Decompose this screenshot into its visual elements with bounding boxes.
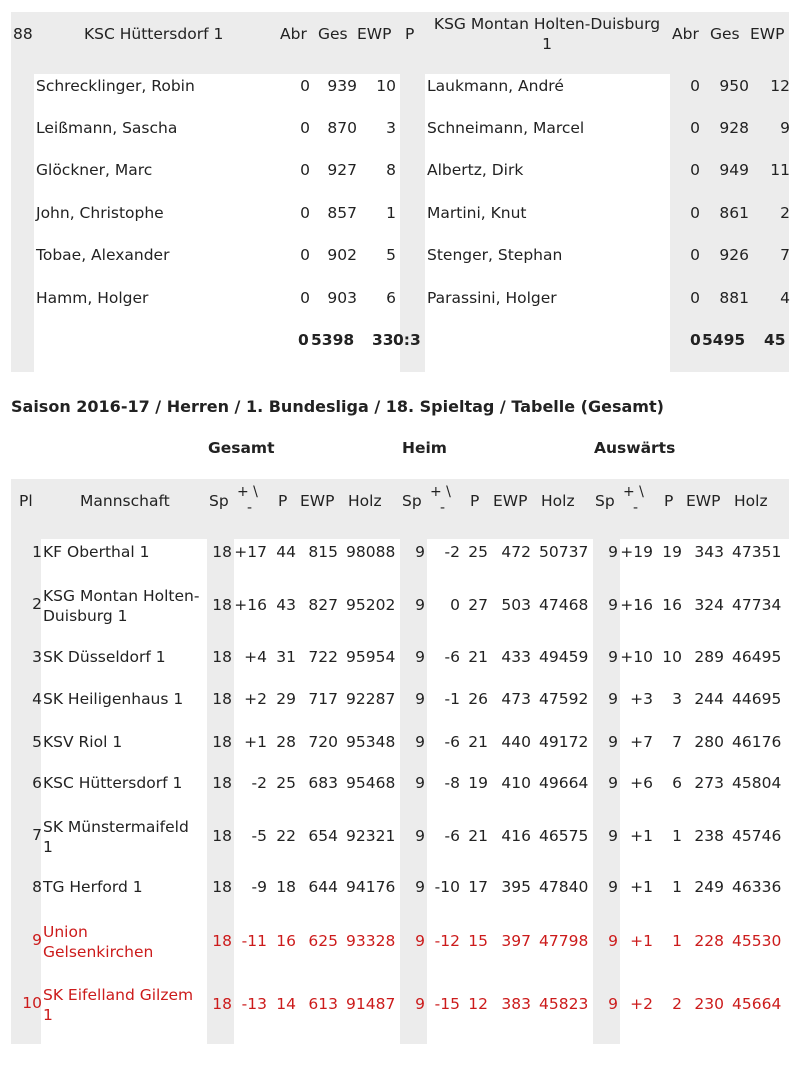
standings-plusminus-gesamt: -2 [251,774,267,792]
match-home-p-col [400,74,425,372]
standings-holz-auswaerts: 46495 [732,648,782,666]
standings-ewp-heim: 440 [501,733,531,751]
away-player-ewp: 7 [780,246,790,264]
standings-ewp-auswaerts: 249 [694,878,724,896]
standings-holz-auswaerts: 45746 [732,827,782,845]
away-player-name: Stenger, Stephan [427,246,563,264]
standings-holz-auswaerts: 47734 [732,596,782,614]
standings-sp-heim: 9 [415,995,425,1013]
away-total-ges: 5495 [702,331,746,349]
header-p-heim: P [470,492,480,510]
home-player-name: Leißmann, Sascha [36,119,178,137]
standings-plusminus-heim: -10 [434,878,460,896]
away-player-ges: 949 [719,161,749,179]
away-player-abr: 0 [690,204,700,222]
standings-plusminus-gesamt: +2 [244,690,267,708]
away-player-abr: 0 [690,161,700,179]
standings-holz-gesamt: 95954 [346,648,396,666]
standings-plusminus-gesamt: +1 [244,733,267,751]
standings-p-auswaerts: 7 [672,733,682,751]
standings-holz-heim: 47798 [539,932,589,950]
header-holz-heim: Holz [541,492,575,510]
standings-team: SK Eifelland Gilzem 1 [43,986,194,1024]
match-number: 88 [13,25,33,43]
away-total-ewp: 45 [764,331,786,349]
standings-plusminus-heim: 0 [450,596,460,614]
standings-holz-heim: 49664 [539,774,589,792]
standings-p-heim: 21 [468,827,488,845]
standings-pl: 7 [32,826,42,844]
away-player-ges: 881 [719,289,749,307]
standings-ewp-auswaerts: 289 [694,648,724,666]
header-p: P [405,25,415,43]
home-total-abr: 0 [298,331,309,349]
standings-p-heim: 27 [468,596,488,614]
standings-plusminus-heim: -6 [444,827,460,845]
standings-team: KSC Hüttersdorf 1 [43,774,183,792]
home-player-name: Schrecklinger, Robin [36,77,195,95]
group-header-gesamt: Gesamt [208,439,275,457]
standings-holz-heim: 47840 [539,878,589,896]
header-plusminus-auswaerts: - [633,500,639,516]
standings-p-auswaerts: 19 [662,543,682,561]
standings-ewp-gesamt: 717 [308,690,338,708]
standings-ewp-gesamt: 722 [308,648,338,666]
standings-ewp-heim: 473 [501,690,531,708]
header-sp-gesamt: Sp [209,492,229,510]
standings-ewp-heim: 395 [501,878,531,896]
standings-sp-auswaerts: 9 [608,827,618,845]
standings-holz-auswaerts: 46336 [732,878,782,896]
standings-p-heim: 12 [468,995,488,1013]
standings-ewp-heim: 433 [501,648,531,666]
away-player-ges: 928 [719,119,749,137]
header-ges: Ges [710,25,740,43]
home-player-ges: 903 [327,289,357,307]
standings-p-heim: 25 [468,543,488,561]
home-player-name: Glöckner, Marc [36,161,153,179]
header-p-gesamt: P [278,492,288,510]
standings-sp-gesamt: 18 [212,827,232,845]
standings-sp-gesamt: 18 [212,878,232,896]
standings-p-gesamt: 44 [276,543,296,561]
standings-p-gesamt: 14 [276,995,296,1013]
standings-holz-heim: 45823 [539,995,589,1013]
standings-sp-gesamt: 18 [212,932,232,950]
standings-ewp-gesamt: 644 [308,878,338,896]
away-player-abr: 0 [690,77,700,95]
standings-plusminus-gesamt: +17 [234,543,267,561]
home-player-name: Hamm, Holger [36,289,149,307]
away-total-abr: 0 [690,331,701,349]
away-player-abr: 0 [690,246,700,264]
standings-sp-auswaerts: 9 [608,690,618,708]
header-team: Mannschaft [80,492,170,510]
standings-pl: 10 [22,994,42,1012]
home-player-abr: 0 [300,289,310,307]
standings-holz-auswaerts: 45530 [732,932,782,950]
standings-sp-heim: 9 [415,932,425,950]
standings-plusminus-heim: -15 [434,995,460,1013]
group-header-auswaerts: Auswärts [594,439,676,457]
header-holz-auswaerts: Holz [734,492,768,510]
standings-p-gesamt: 16 [276,932,296,950]
standings-sp-auswaerts: 9 [608,878,618,896]
home-player-ges: 927 [327,161,357,179]
standings-p-gesamt: 29 [276,690,296,708]
header-plusminus-gesamt: + \ [237,484,258,500]
home-player-abr: 0 [300,246,310,264]
standings-plusminus-heim: -1 [444,690,460,708]
standings-p-auswaerts: 3 [672,690,682,708]
standings-sp-auswaerts: 9 [608,596,618,614]
standings-holz-heim: 49459 [539,648,589,666]
away-player-abr: 0 [690,289,700,307]
away-player-ewp: 9 [780,119,790,137]
home-total-p: 0:3 [393,331,421,349]
standings-sp-heim: 9 [415,690,425,708]
home-total-ges: 5398 [311,331,355,349]
home-player-abr: 0 [300,119,310,137]
standings-p-gesamt: 25 [276,774,296,792]
standings-plusminus-gesamt: +16 [234,596,267,614]
header-plusminus-heim: + \ [430,484,451,500]
standings-plusminus-gesamt: -9 [251,878,267,896]
away-player-ewp: 2 [780,204,790,222]
standings-holz-gesamt: 91487 [346,995,396,1013]
standings-plusminus-heim: -6 [444,648,460,666]
standings-ewp-heim: 503 [501,596,531,614]
standings-p-auswaerts: 10 [662,648,682,666]
standings-sp-auswaerts: 9 [608,733,618,751]
standings-ewp-gesamt: 613 [308,995,338,1013]
standings-ewp-heim: 397 [501,932,531,950]
home-player-abr: 0 [300,161,310,179]
standings-p-heim: 21 [468,648,488,666]
standings-sp-heim: 9 [415,543,425,561]
header-p-auswaerts: P [664,492,674,510]
home-player-ewp: 5 [386,246,396,264]
home-player-ewp: 10 [376,77,396,95]
header-sp-heim: Sp [402,492,422,510]
standings-team: KSG Montan Holten-Duisburg 1 [43,587,200,625]
standings-p-gesamt: 31 [276,648,296,666]
standings-holz-gesamt: 92287 [346,690,396,708]
away-player-ges: 950 [719,77,749,95]
home-player-ges: 857 [327,204,357,222]
standings-sp-gesamt: 18 [212,774,232,792]
standings-plusminus-heim: -2 [444,543,460,561]
standings-holz-gesamt: 95468 [346,774,396,792]
standings-pl: 1 [32,543,42,561]
standings-p-heim: 17 [468,878,488,896]
standings-plusminus-heim: -6 [444,733,460,751]
standings-holz-heim: 47592 [539,690,589,708]
standings-ewp-heim: 410 [501,774,531,792]
standings-plusminus-gesamt: -11 [241,932,267,950]
header-abr: Abr [280,25,307,43]
standings-sp-gesamt: 18 [212,733,232,751]
away-team-name: KSG Montan Holten-Duisburg 1 [433,15,661,53]
standings-plusminus-auswaerts: +2 [630,995,653,1013]
standings-sp-heim: 9 [415,774,425,792]
standings-p-auswaerts: 2 [672,995,682,1013]
header-abr: Abr [672,25,699,43]
standings-ewp-heim: 416 [501,827,531,845]
standings-p-heim: 15 [468,932,488,950]
standings-team: SK Heiligenhaus 1 [43,690,184,708]
header-pl: Pl [19,492,33,510]
away-player-name: Laukmann, André [427,77,564,95]
standings-holz-auswaerts: 46176 [732,733,782,751]
standings-team: Union Gelsenkirchen [43,923,154,961]
home-player-abr: 0 [300,77,310,95]
home-player-ewp: 1 [386,204,396,222]
standings-plusminus-auswaerts: +10 [620,648,653,666]
standings-sp-gesamt: 18 [212,543,232,561]
standings-plusminus-heim: -8 [444,774,460,792]
standings-sp-gesamt: 18 [212,995,232,1013]
standings-p-gesamt: 43 [276,596,296,614]
standings-ewp-auswaerts: 244 [694,690,724,708]
standings-pl: 3 [32,648,42,666]
standings-holz-gesamt: 95202 [346,596,396,614]
header-ewp: EWP [357,25,392,43]
standings-p-gesamt: 18 [276,878,296,896]
home-team-name: KSC Hüttersdorf 1 [84,25,224,43]
header-ges: Ges [318,25,348,43]
standings-sp-heim: 9 [415,733,425,751]
standings-holz-gesamt: 93328 [346,932,396,950]
standings-sp-heim: 9 [415,827,425,845]
header-sp-auswaerts: Sp [595,492,615,510]
standings-holz-heim: 46575 [539,827,589,845]
away-player-ges: 861 [719,204,749,222]
home-player-ewp: 8 [386,161,396,179]
standings-ewp-heim: 472 [501,543,531,561]
standings-plusminus-auswaerts: +6 [630,774,653,792]
standings-holz-auswaerts: 45664 [732,995,782,1013]
standings-sp-heim: 9 [415,878,425,896]
standings-pl: 2 [32,595,42,613]
standings-holz-auswaerts: 44695 [732,690,782,708]
standings-p-gesamt: 28 [276,733,296,751]
standings-ewp-gesamt: 625 [308,932,338,950]
home-total-ewp: 33 [372,331,394,349]
standings-team: SK Münstermaifeld 1 [43,818,189,856]
header-ewp-heim: EWP [493,492,528,510]
header-holz-gesamt: Holz [348,492,382,510]
home-player-name: John, Christophe [36,204,164,222]
standings-ewp-gesamt: 654 [308,827,338,845]
home-player-name: Tobae, Alexander [36,246,170,264]
header-ewp-gesamt: EWP [300,492,335,510]
standings-sp-heim: 9 [415,648,425,666]
standings-ewp-gesamt: 683 [308,774,338,792]
standings-sp-gesamt: 18 [212,690,232,708]
standings-p-auswaerts: 16 [662,596,682,614]
standings-plusminus-gesamt: +4 [244,648,267,666]
home-player-ges: 870 [327,119,357,137]
away-player-ewp: 12 [770,77,790,95]
away-player-ewp: 4 [780,289,790,307]
standings-ewp-auswaerts: 230 [694,995,724,1013]
standings-team: SK Düsseldorf 1 [43,648,166,666]
standings-plusminus-auswaerts: +16 [620,596,653,614]
standings-holz-auswaerts: 47351 [732,543,782,561]
standings-holz-heim: 49172 [539,733,589,751]
standings-ewp-auswaerts: 273 [694,774,724,792]
standings-ewp-auswaerts: 343 [694,543,724,561]
standings-plusminus-gesamt: -13 [241,995,267,1013]
header-ewp: EWP [750,25,785,43]
standings-p-auswaerts: 1 [672,827,682,845]
standings-ewp-heim: 383 [501,995,531,1013]
away-player-ges: 926 [719,246,749,264]
standings-p-heim: 21 [468,733,488,751]
away-player-name: Albertz, Dirk [427,161,524,179]
standings-p-auswaerts: 1 [672,878,682,896]
standings-title: Saison 2016-17 / Herren / 1. Bundesliga / 18. Spieltag / Tabelle (Gesamt) [11,397,664,416]
header-ewp-auswaerts: EWP [686,492,721,510]
standings-holz-gesamt: 95348 [346,733,396,751]
standings-pl: 6 [32,774,42,792]
home-player-ewp: 6 [386,289,396,307]
standings-pl: 8 [32,878,42,896]
away-player-name: Martini, Knut [427,204,527,222]
standings-pl: 4 [32,690,42,708]
away-player-abr: 0 [690,119,700,137]
home-player-abr: 0 [300,204,310,222]
standings-ewp-gesamt: 720 [308,733,338,751]
standings-ewp-auswaerts: 228 [694,932,724,950]
standings-pl: 5 [32,733,42,751]
standings-plusminus-auswaerts: +1 [630,932,653,950]
standings-ewp-auswaerts: 238 [694,827,724,845]
header-plusminus-gesamt: - [247,500,253,516]
standings-ewp-gesamt: 827 [308,596,338,614]
standings-ewp-gesamt: 815 [308,543,338,561]
header-plusminus-heim: - [440,500,446,516]
standings-team: KSV Riol 1 [43,733,123,751]
standings-team: KF Oberthal 1 [43,543,150,561]
standings-holz-heim: 47468 [539,596,589,614]
standings-holz-gesamt: 98088 [346,543,396,561]
standings-sp-gesamt: 18 [212,648,232,666]
match-home-number-col [11,74,34,372]
standings-plusminus-heim: -12 [434,932,460,950]
group-header-heim: Heim [402,439,447,457]
standings-p-gesamt: 22 [276,827,296,845]
standings-p-auswaerts: 1 [672,932,682,950]
standings-sp-auswaerts: 9 [608,543,618,561]
standings-holz-gesamt: 94176 [346,878,396,896]
standings-pl: 9 [32,931,42,949]
home-player-ewp: 3 [386,119,396,137]
standings-p-auswaerts: 6 [672,774,682,792]
standings-sp-heim: 9 [415,596,425,614]
standings-plusminus-auswaerts: +7 [630,733,653,751]
standings-plusminus-auswaerts: +1 [630,878,653,896]
standings-sp-auswaerts: 9 [608,774,618,792]
away-player-name: Parassini, Holger [427,289,557,307]
standings-sp-auswaerts: 9 [608,648,618,666]
standings-plusminus-gesamt: -5 [251,827,267,845]
home-player-ges: 939 [327,77,357,95]
home-player-ges: 902 [327,246,357,264]
standings-p-heim: 26 [468,690,488,708]
standings-holz-gesamt: 92321 [346,827,396,845]
away-player-name: Schneimann, Marcel [427,119,585,137]
standings-holz-heim: 50737 [539,543,589,561]
standings-ewp-auswaerts: 324 [694,596,724,614]
standings-plusminus-auswaerts: +1 [630,827,653,845]
away-player-ewp: 11 [770,161,790,179]
standings-plusminus-auswaerts: +19 [620,543,653,561]
standings-sp-gesamt: 18 [212,596,232,614]
standings-p-heim: 19 [468,774,488,792]
standings-plusminus-auswaerts: +3 [630,690,653,708]
standings-ewp-auswaerts: 280 [694,733,724,751]
standings-sp-auswaerts: 9 [608,995,618,1013]
match-header-bg [11,12,789,74]
standings-sp-auswaerts: 9 [608,932,618,950]
standings-team: TG Herford 1 [43,878,143,896]
standings-holz-auswaerts: 45804 [732,774,782,792]
header-plusminus-auswaerts: + \ [623,484,644,500]
